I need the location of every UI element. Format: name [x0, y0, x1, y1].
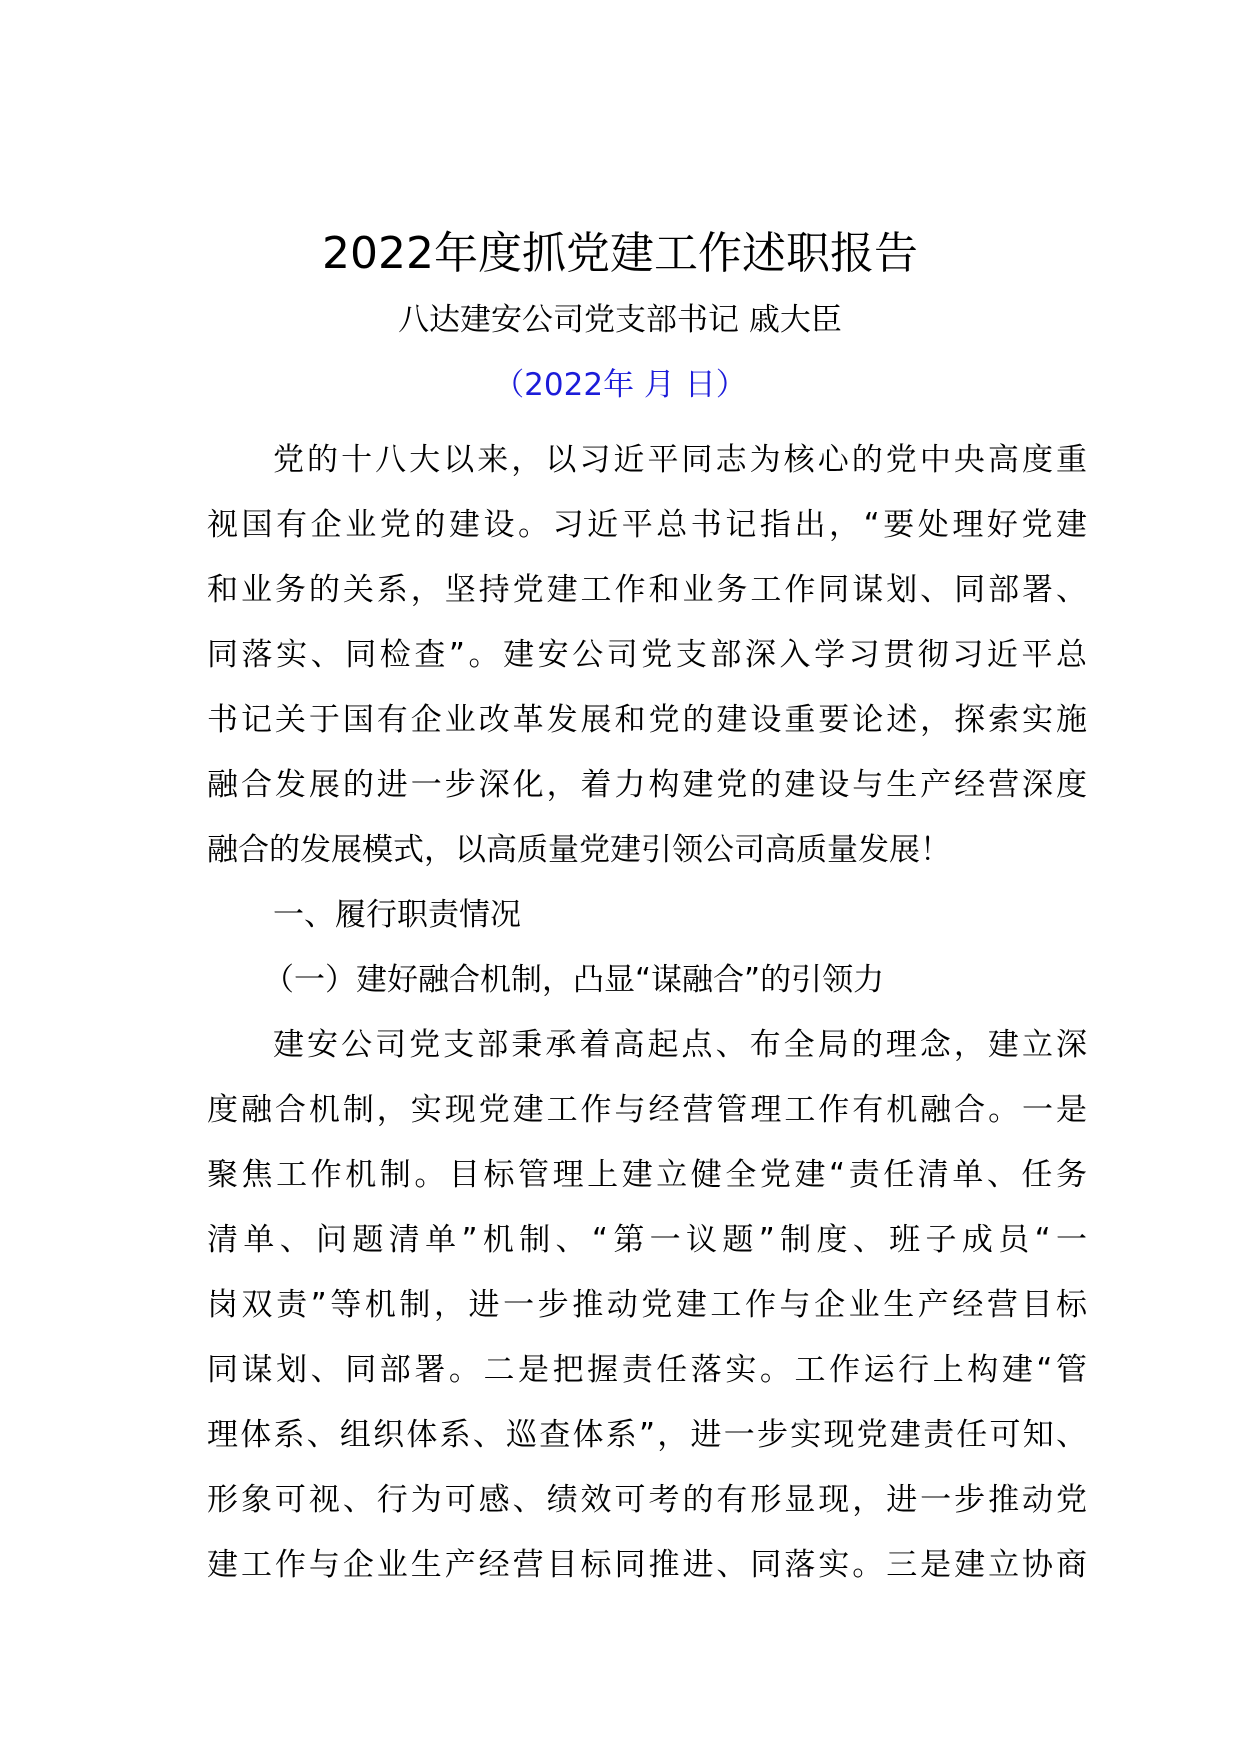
paragraph-line: 融合的发展模式，以高质量党建引领公司高质量发展！ [207, 832, 951, 868]
paragraph-line: 同落实、同检查”。建安公司党支部深入学习贯彻习近平总 [207, 637, 1087, 673]
document-body [207, 428, 1087, 1598]
paragraph-line: 和业务的关系，坚持党建工作和业务工作同谋划、同部署、 [207, 572, 1087, 608]
paragraph-line: 理体系、组织体系、巡查体系”，进一步实现党建责任可知、 [207, 1417, 1087, 1453]
paragraph-line: 同谋划、同部署。二是把握责任落实。工作运行上构建“管 [207, 1352, 1087, 1388]
section-heading: 一、履行职责情况 [273, 897, 521, 933]
document-title: 2022年度抓党建工作述职报告 [322, 228, 918, 279]
author-line: 八达建安公司党支部书记 戚大臣 [398, 302, 842, 338]
paragraph-line: 党的十八大以来，以习近平同志为核心的党中央高度重 [273, 442, 1087, 478]
paragraph-line: 建工作与企业生产经营目标同推进、同落实。三是建立协商 [207, 1547, 1087, 1583]
paragraph-line: 度融合机制，实现党建工作与经营管理工作有机融合。一是 [207, 1092, 1087, 1128]
paragraph-line: 书记关于国有企业改革发展和党的建设重要论述，探索实施 [207, 702, 1087, 738]
paragraph-line: 清单、问题清单”机制、“第一议题”制度、班子成员“一 [207, 1222, 1087, 1258]
paragraph-line: 聚焦工作机制。目标管理上建立健全党建“责任清单、任务 [207, 1157, 1087, 1193]
paragraph-line: 视国有企业党的建设。习近平总书记指出，“要处理好党建 [207, 507, 1087, 543]
paragraph-line: 融合发展的进一步深化，着力构建党的建设与生产经营深度 [207, 767, 1087, 803]
paragraph-line: 建安公司党支部秉承着高起点、布全局的理念，建立深 [273, 1027, 1087, 1063]
date-line: （2022年 月 日） [493, 367, 747, 403]
paragraph-line: 形象可视、行为可感、绩效可考的有形显现，进一步推动党 [207, 1482, 1087, 1518]
paragraph-line: 岗双责”等机制，进一步推动党建工作与企业生产经营目标 [207, 1287, 1087, 1323]
subsection-heading: （一）建好融合机制，凸显“谋融合”的引领力 [263, 962, 885, 998]
